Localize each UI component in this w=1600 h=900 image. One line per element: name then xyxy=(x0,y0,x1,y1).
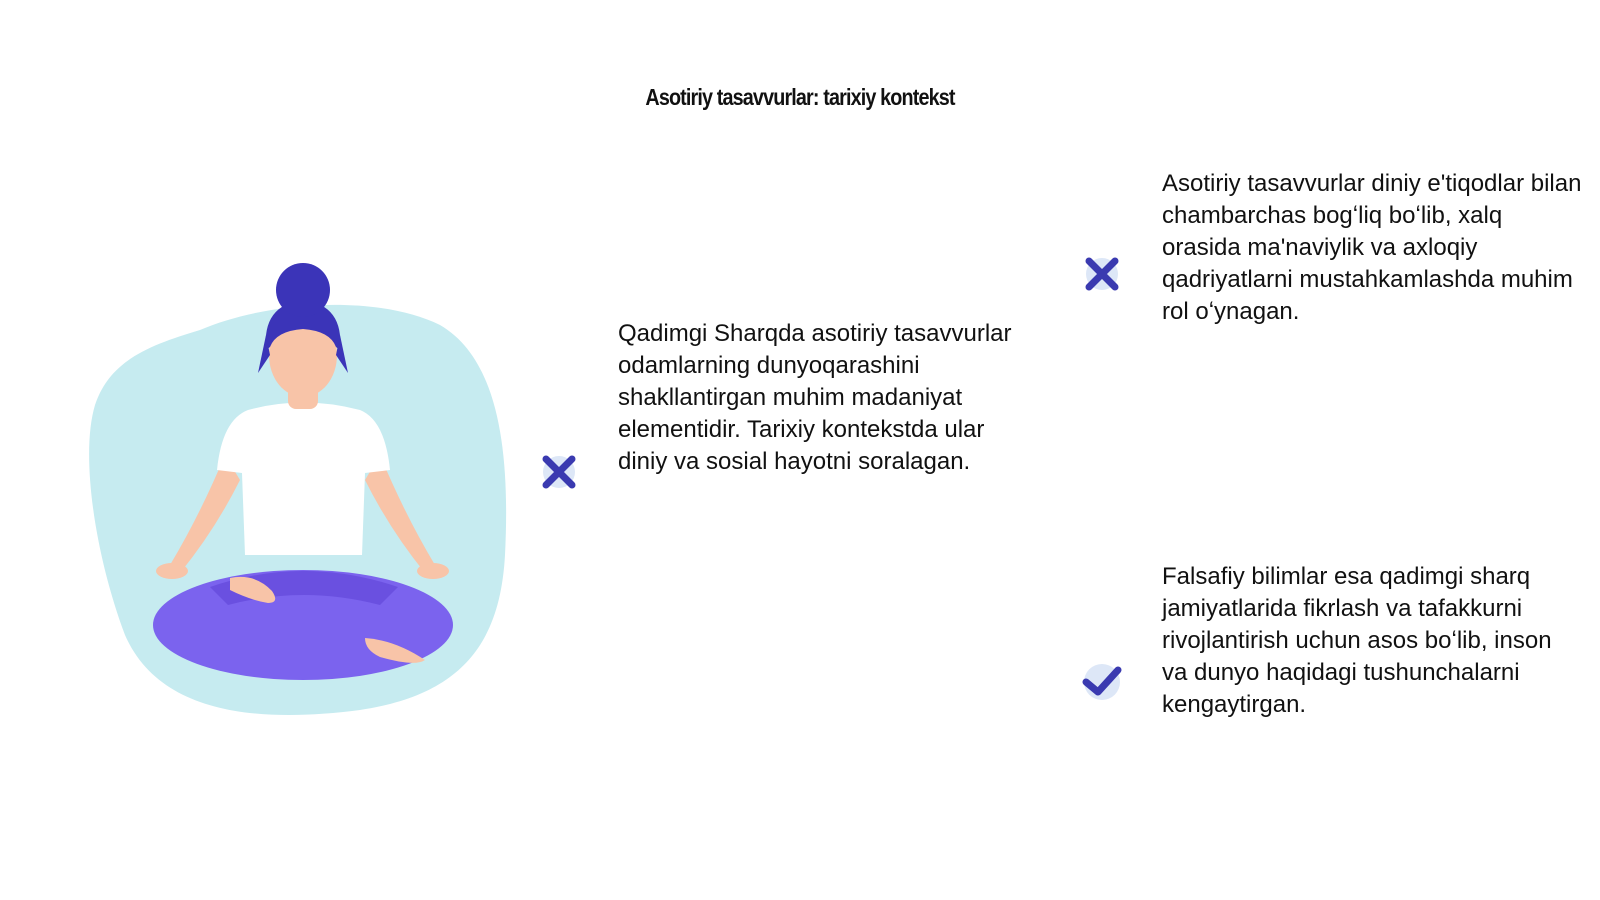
check-icon xyxy=(1080,660,1124,704)
item-text-3: Falsafiy bilimlar esa qadimgi sharq jamiyatlarida fikrlash va tafakkurni rivojlantirish uchun asos boʻlib, inson va dunyo haqidagi tushunchalarni kengaytirgan. xyxy=(1162,563,1552,718)
hair-bun xyxy=(276,263,330,317)
item-text-2: Asotiriy tasavvurlar diniy e'tiqodlar bilan chambarchas bogʻliq boʻlib, xalq orasida ma'naviylik va axloqiy qadriyatlarni mustahkamlashda muhim rol oʻynagan. xyxy=(1162,170,1582,325)
slide-title: Asotiriy tasavvurlar: tarixiy kontekst xyxy=(645,84,955,110)
meditating-woman-illustration xyxy=(80,255,520,735)
cross-icon xyxy=(1080,252,1124,296)
item-text-1: Qadimgi Sharqda asotiriy tasavvurlar odamlarning dunyoqarashini shakllantirgan muhim madaniyat elementidir. Tarixiy kontekstda ular diniy va sosial hayotni soralagan. xyxy=(618,320,1012,475)
cross-icon xyxy=(537,450,581,494)
